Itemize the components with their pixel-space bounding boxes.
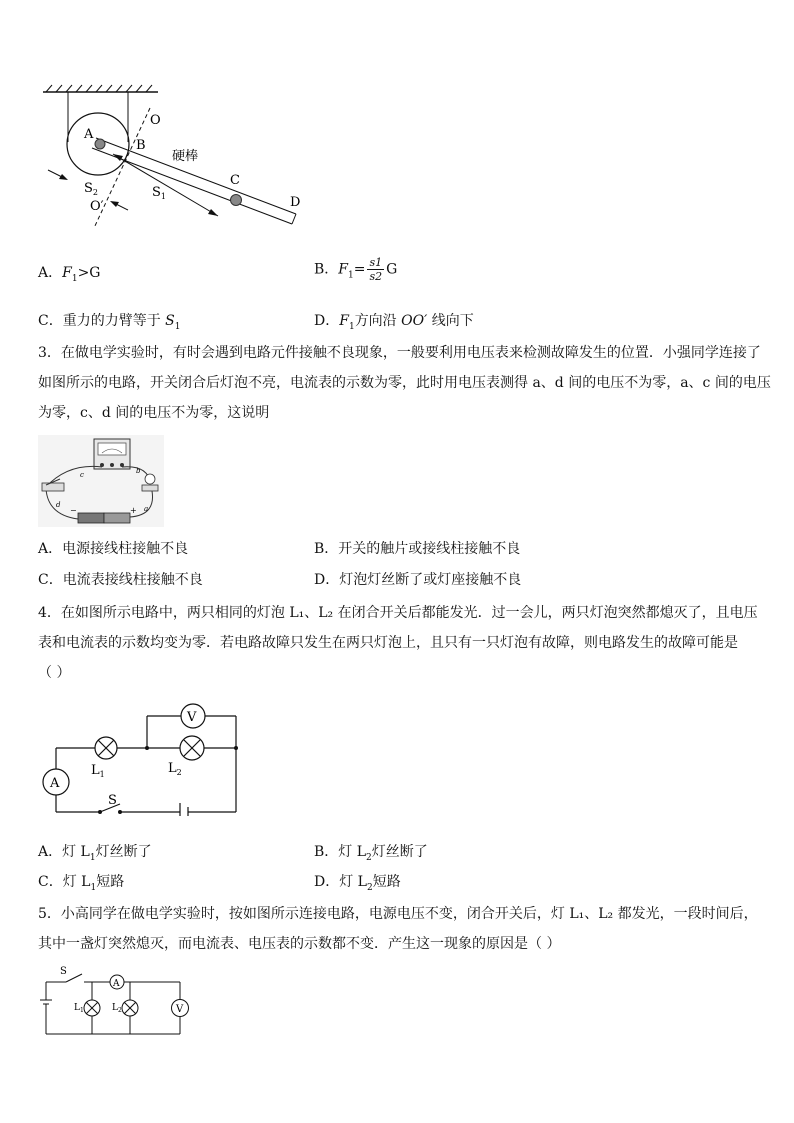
q5-stem-line1: 5．小高同学在做电学实验时，按如图所示连接电路，电源电压不变，闭合开关后，灯 L₁、L₂ 都发光，一段时间后， [38,906,758,922]
q5-stem-line2: 其中一盏灯突然熄灭，而电流表、电压表的示数都不变．产生这一现象的原因是（ ） [38,936,561,952]
q3-circuit-photo [38,435,164,527]
lever-diagram [38,82,328,242]
lamp-L2-label: $L_2$ [112,1003,122,1014]
q4-option-b: B．灯 $L_2$灯丝断了 [314,844,428,863]
label-C: C [230,173,240,188]
ammeter-label: A [50,776,60,791]
label-S2: $S_2$ [84,181,98,197]
label-A: A [84,127,94,142]
label-Oprime: O′ [90,199,104,214]
q3-stem-line1: 3．在做电学实验时，有时会遇到电路元件接触不良现象，一般要利用电压表来检测故障发生的位置．小强同学连接了 [38,345,761,361]
q4-option-c: C．灯 $L_1$短路 [38,874,125,893]
q3-option-c: C．电流表接线柱接触不良 [38,572,203,588]
label-rod: 硬棒 [172,149,199,164]
label-D: D [290,195,301,210]
q4-stem-line1: 4．在如图所示电路中，两只相同的灯泡 L₁、L₂ 在闭合开关后都能发光．过一会儿，两只灯泡突然都熄灭了，且电压 [38,605,758,621]
fraction: $\frac{s1}{s2}$ [369,256,383,283]
label-b: b [136,467,141,475]
ammeter-label: A [113,979,120,989]
q3-stem-line3: 为零，c、d 间的电压不为零，这说明 [38,405,270,421]
label-minus: − [70,506,77,515]
lamp-L1-label: $L_1$ [74,1003,84,1014]
q3-stem-line2: 如图所示的电路，开关闭合后灯泡不亮，电流表的示数为零，此时用电压表测得 a、d 间的电压不为零，a、c 间的电压 [38,375,771,391]
label-d: d [56,501,61,509]
q5-circuit-diagram [38,964,194,1040]
lamp-L1-label: $L_1$ [91,763,105,779]
switch-label: S [108,793,117,808]
q2-option-d: D．$F_1$方向沿 OO′ 线向下 [314,313,474,332]
q3-option-b: B．开关的触片或接线柱接触不良 [314,541,521,557]
label-S1: $S_1$ [152,185,166,201]
q4-option-d: D．灯 $L_2$短路 [314,874,401,893]
q2-option-a: A．$F_1>G$ [38,265,101,284]
voltmeter-label: V [187,710,197,725]
q4-circuit-diagram [38,700,244,816]
q4-stem-line3: （ ） [38,665,71,681]
label-O: O [150,113,161,128]
label-plus: + [130,506,137,515]
switch-label: S [60,966,67,977]
q4-stem-line2: 表和电流表的示数均变为零．若电路故障只发生在两只灯泡上，且只有一只灯泡有故障，则电路发生的故障可能是 [38,635,738,651]
q3-option-a: A．电源接线柱接触不良 [38,541,189,557]
label-a: a [144,505,149,513]
q4-option-a: A．灯 $L_1$灯丝断了 [38,844,152,863]
q2-option-b: B．$F_1=$ $\frac{s1}{s2}$ G [314,256,398,283]
q3-option-d: D．灯泡灯丝断了或灯座接触不良 [314,572,522,588]
lamp-L2-label: $L_2$ [168,761,182,777]
label-c: c [80,471,84,479]
q2-option-c: C．重力的力臂等于 $S_1$ [38,313,181,332]
voltmeter-label: V [176,1004,184,1015]
label-B: B [136,138,146,153]
